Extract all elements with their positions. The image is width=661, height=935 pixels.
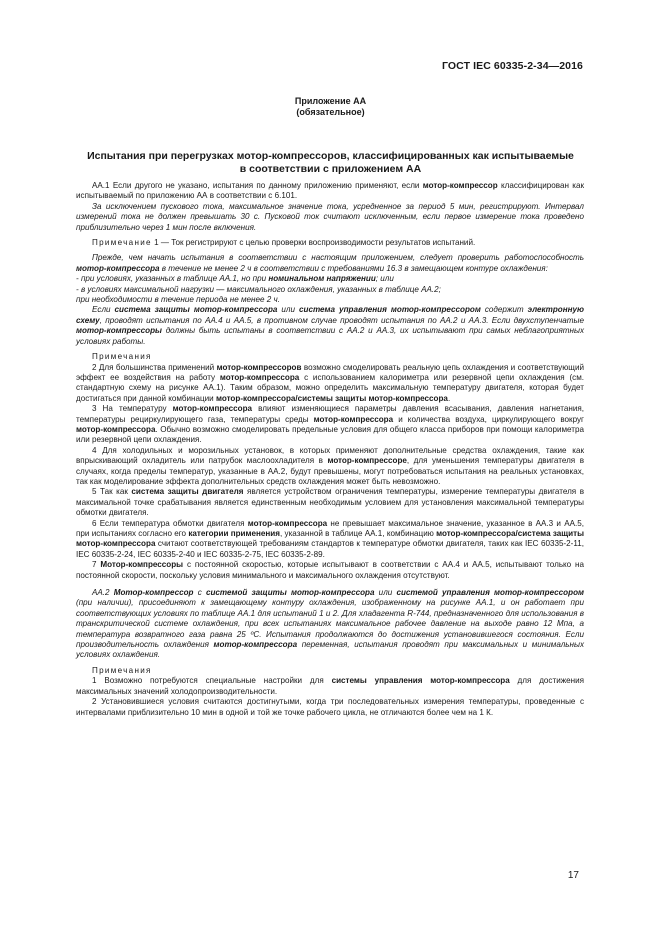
note-6: 6 Если температура обмотки двигателя мотор-компрессора не превышает максимальное значение, указанное в АА.3 и АА.5, при испытаниях согласно его категории применения, указанной в таблице АА.1, комбинацию мотор-компрессора/системa защиты мотор-компрессора считают соответствующей требованиям стандартов к температуре обмотки двигателя, таких как IEC 60335-2-11, IEC 60335-2-24, IEC 60335-2-40 и IEC 60335-2-75, IEC 60335-2-89. (76, 518, 584, 559)
note-4: 4 Для холодильных и морозильных установок, в которых применяют дополнительные средства охлаждения, такие как впрыскивающий охладитель или патрубок маслоохладителя в мотор-компрессоре, для уменьшения температуры двигателя в случаях, когда пределы температур, указанные в АА.2, будут превышены, могут потребоваться испытания на реальных установках, так как моделирование эффекта дополнительных средств охлаждения может быть невозможно. (76, 445, 584, 486)
paragraph-current-measurement: За исключением пускового тока, максимальное значение тока, усредненное за период 5 мин, регистрируют. Интервал измерений тока не должен превышать 30 с. Пусковой ток считают исключенным, если первое измерение тока проведено приблизительно через 1 мин после включения. (76, 201, 584, 232)
document-body (76, 181, 584, 718)
appendix-status: (обязательное) (296, 107, 365, 117)
paragraph-aa1: АА.1 Если другого не указано, испытания по данному приложению применяют, если мотор-компрессор классифицирован как испытываемый по приложению АА в соответствии с 6.101. (76, 181, 585, 201)
notes-heading: Примечания (92, 352, 152, 362)
list-item-max-load: - в условиях максимальной нагрузки — максимального охлаждения, указанных в таблице АА.2; (76, 284, 441, 294)
note-5: 5 Так как система защиты двигателя является устройством ограничения температуры, измерение температуры двигателя в максимальной точке срабатывания является единственным необходимым условием для установления максимальной температуры обмотки двигателя. (76, 487, 584, 518)
page-number: 17 (567, 870, 579, 881)
notes-heading-2: Примечания (92, 665, 152, 675)
note-1: Примечание 1 — Ток регистрируют с целью проверки воспроизводимости результатов испытаний. (92, 238, 476, 248)
paragraph-aa2: АА.2 Мотор-компрессор с системой защиты мотор-компрессора или системой управления мотор-компрессором (при наличии), присоединяют к замещающему контуру охлаждения, изображенному на рисунке АА.1, и он работает при соответствующих условиях по таблице АА.1 для испытаний 1 и 2. Для хладагента R-744, предназначенного для использования в транскритической системе охлаждения, при всех испытаниях максимальное рабочее давление на выходе равно 12 Мпа, а температура возвратного газа равна 25 ºC. Испытания продолжаются до достижения установившегося состояния. Если производительность охлаждения мотор-компрессора переменная, испытания проводят при максимальных и минимальных условиях охлаждения. (76, 588, 585, 660)
paragraph-protection-system: Если система защиты мотор-компрессора или система управления мотор-компрессором содержит электронную схему, проводят испытания по АА.4 и АА.5, в противном случае проводят испытания по АА.2 и АА.3. Если двухступенчатые мотор-компрессоры должны быть испытаны в соответствии с АА.2 и АА.3, их испытывают при самых неблагоприятных условиях работы. (76, 305, 585, 346)
note-7: 7 Мотор-компрессоры с постоянной скоростью, которые испытывают в соответствии с АА.4 и АА.5, испытывают только на постоянной скорости, поскольку условия минимального и максимального охлаждения отсутствуют. (76, 560, 584, 580)
appendix-heading (0, 96, 661, 118)
note-aa2-2: 2 Установившиеся условия считаются достигнутыми, когда три последовательных измерения температуры, проведенные с интервалами приблизительно 10 мин в одной и той же точке рабочего цикла, не отличаются более чем на 1 К. (76, 697, 584, 717)
appendix-title: Приложение АА (294, 96, 367, 106)
document-header: ГОСТ IEC 60335-2-34—2016 (441, 60, 583, 72)
note-aa2-1: 1 Возможно потребуются специальные настройки для системы управления мотор-компрессора для достижения максимальных значений холодопроизводительности. (76, 676, 584, 696)
section-title-line-2: в соответствии с приложением АА (239, 163, 422, 175)
section-title-line-1: Испытания при перегрузках мотор-компрессоров, классифицированных как испытываемые (87, 150, 574, 162)
note-3: 3 На температуру мотор-компрессора влияют изменяющиеся параметры давления всасывания, давления нагнетания, температуры рециркулирующего газа, температуры среды мотор-компрессора и количества воздуха, циркулирующего вокруг мотор-компрессора. Обычно возможно смоделировать предельные условия для общего класса приборов при помощи калориметра или резервной цепи охлаждения. (76, 404, 584, 445)
note-2: 2 Для большинства применений мотор-компрессоров возможно смоделировать реальную цепь охлаждения и соответствующий эффект ее воздействия на работу мотор-компрессора с использованием калориметра или резервной цепи охлаждения (см. стандартную схему на рисунке АА.1). Таким образом, можно определить максимальную температуру двигателя, которая будет достигаться при данной комбинации мотор-компрессора/системы защиты мотор-компрессора. (76, 362, 585, 403)
section-title (80, 150, 581, 176)
paragraph-duration: при необходимости в течение периода не менее 2 ч. (76, 295, 280, 305)
paragraph-preliminary-check: Прежде, чем начать испытания в соответствии с настоящим приложением, следует проверить работоспособность мотор-компрессора в течение не менее 2 ч в соответствии с требованиями 16.3 в замещающем контуре охлаждения: (76, 253, 584, 273)
list-item-rated-voltage: - при условиях, указанных в таблице АА.1, но при номинальном напряжении; или (76, 274, 394, 284)
